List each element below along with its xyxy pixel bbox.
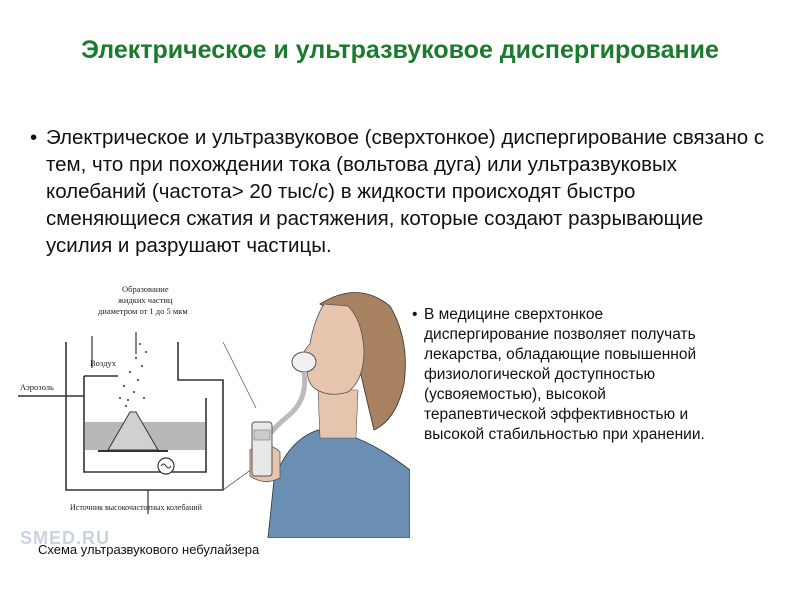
nebulizer-diagram [18,280,410,538]
label-source: Источник высокочастотных колебаний [70,503,202,512]
nebulizer-figure [18,280,410,538]
bullet-side [412,305,732,445]
label-particles-1: Образование [122,284,169,294]
bullet-marker: • [412,306,418,323]
figure-caption: Схема ультразвукового небулайзера [38,542,260,557]
callout-line-top [223,342,256,408]
slide-title: Электрическое и ультразвуковое диспергирование [81,36,719,64]
nebulizer-device-cap [254,430,270,440]
bullet-marker: • [30,126,38,149]
bullet-side-text: В медицине сверхтонкое диспергирование позволяет получать лекарства, обладающие повышенной физиологической доступностью (усвояемостью), высокой терапевтической эффективностью и высокой стабильностью при хранении. [424,306,705,443]
nebulizer-tube [268,372,305,436]
nebulizer-scheme [18,342,223,490]
patient-illustration [250,292,410,538]
label-particles-2: жидких частиц [118,295,173,305]
bullet-main [30,124,770,259]
patient-face [303,304,364,394]
droplets [119,343,147,407]
patient-neck [318,390,358,438]
label-particles-3: диаметром от 1 до 5 мкм [98,306,188,316]
patient-shirt [268,430,410,538]
bullet-main-text: Электрическое и ультразвуковое (сверхтонкое) диспергирование связано с тем, что при похождении тока (вольтова дуга) или ультразвуковых колебаний (частота> 20 тыс/с) в жидкости происходят быстро сменяющиеся сжатия и растяжения, которые создают разрывающие усилия и разрушают частицы. [46,126,765,257]
label-air: Воздух [90,358,116,368]
label-aerosol: Аэрозоль [20,382,54,392]
watermark-logo: SMED.RU [20,528,111,548]
nebulizer-mask [292,352,316,372]
